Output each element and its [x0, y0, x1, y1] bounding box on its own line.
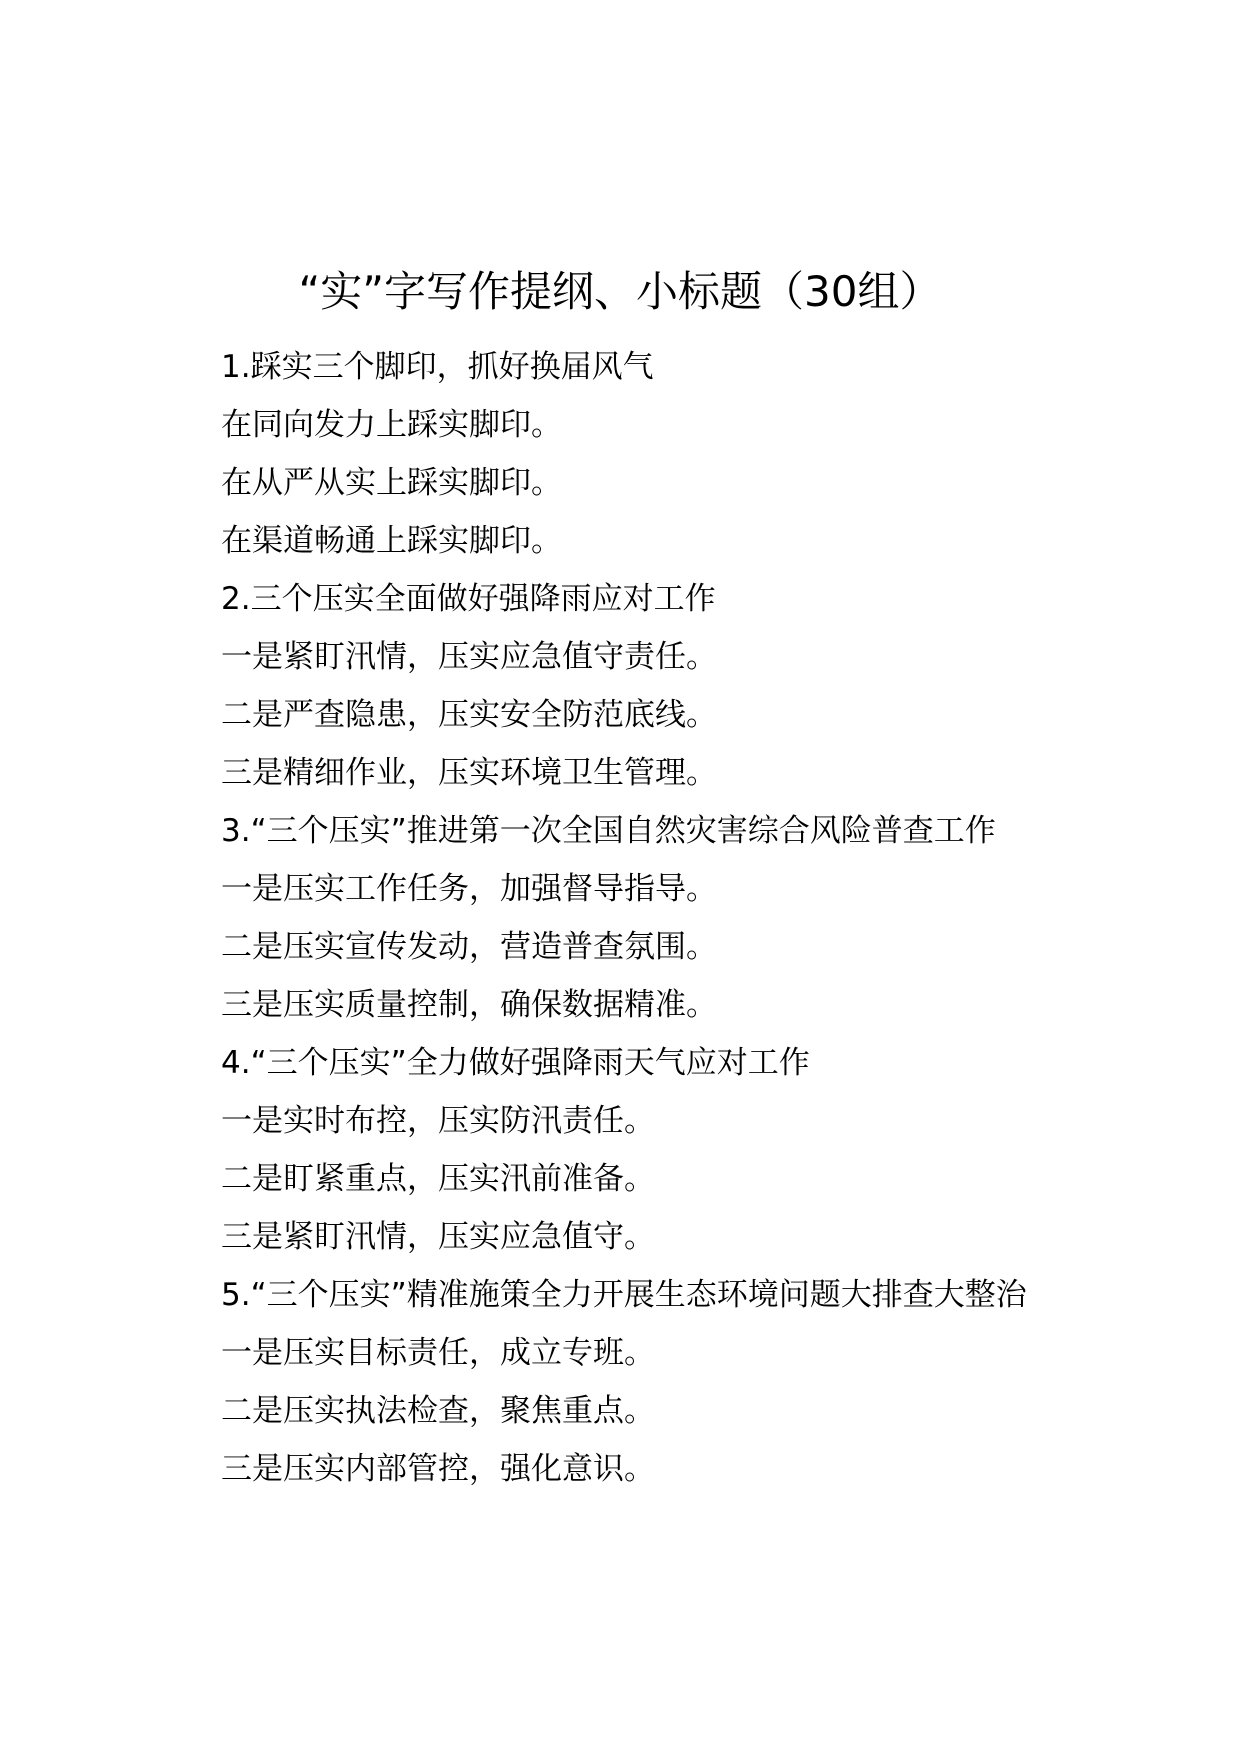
section-point: 三是压实质量控制，确保数据精准。 [221, 987, 717, 1023]
section-heading: 2.三个压实全面做好强降雨应对工作 [221, 581, 716, 617]
section-point: 二是压实宣传发动，营造普查氛围。 [221, 929, 717, 965]
document-body [154, 338, 1084, 1498]
section-point: 三是精细作业，压实环境卫生管理。 [221, 755, 717, 791]
section-point: 三是压实内部管控，强化意识。 [221, 1451, 655, 1487]
section-point: 一是紧盯汛情，压实应急值守责任。 [221, 639, 717, 675]
section-point: 一是实时布控，压实防汛责任。 [221, 1103, 655, 1139]
section-heading: 4.“三个压实”全力做好强降雨天气应对工作 [221, 1045, 810, 1081]
section-point: 二是严查隐患，压实安全防范底线。 [221, 697, 717, 733]
section-point: 一是压实工作任务，加强督导指导。 [221, 871, 717, 907]
section-point: 在渠道畅通上踩实脚印。 [221, 523, 562, 559]
section-point: 二是压实执法检查，聚焦重点。 [221, 1393, 655, 1429]
document-title: “实”字写作提纲、小标题（30组） [298, 267, 942, 316]
section-heading: 3.“三个压实”推进第一次全国自然灾害综合风险普查工作 [221, 813, 996, 849]
section-heading: 1.踩实三个脚印，抓好换届风气 [221, 349, 654, 385]
section-point: 二是盯紧重点，压实汛前准备。 [221, 1161, 655, 1197]
section-point: 一是压实目标责任，成立专班。 [221, 1335, 655, 1371]
section-point: 在同向发力上踩实脚印。 [221, 407, 562, 443]
section-heading: 5.“三个压实”精准施策全力开展生态环境问题大排查大整治 [221, 1277, 1027, 1313]
section-point: 在从严从实上踩实脚印。 [221, 465, 562, 501]
section-point: 三是紧盯汛情，压实应急值守。 [221, 1219, 655, 1255]
